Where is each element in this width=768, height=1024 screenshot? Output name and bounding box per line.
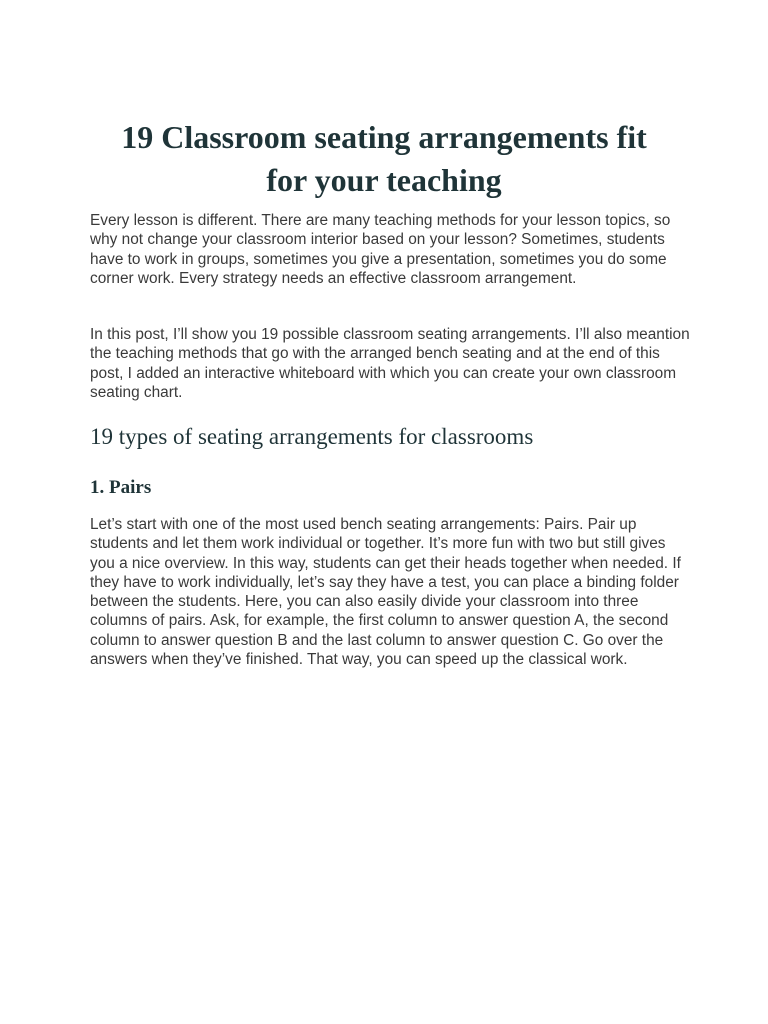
intro-paragraph-1: Every lesson is different. There are many teaching methods for your lesson topics, so why not change your classroom interior based on your lesson? Sometimes, students have to work in groups, sometimes you give a presentation, sometimes you do some corner work. Every strategy needs an effective classroom arrangement. (90, 212, 671, 287)
section-heading: 19 types of seating arrangements for classrooms (90, 424, 534, 449)
page-title-line-1: 19 Classroom seating arrangements fit (121, 119, 647, 155)
page-title-line-2: for your teaching (266, 162, 502, 198)
page-title (40, 116, 728, 202)
intro-paragraph-2: In this post, I’ll show you 19 possible classroom seating arrangements. I’ll also meantion the teaching methods that go with the arranged bench seating and at the end of this post, I added an interactive whiteboard with which you can create your own classroom seating chart. (90, 326, 690, 401)
subsection-heading-pairs: 1. Pairs (90, 477, 152, 498)
pairs-paragraph: Let’s start with one of the most used bench seating arrangements: Pairs. Pair up students and let them work individual or together. It’s more fun with two but still gives you a nice overview. In this way, students can get their heads together when needed. If they have to work individually, let’s say they have a test, you can place a binding folder between the students. Here, you can also easily divide your classroom into three columns of pairs. Ask, for example, the first column to answer question A, the second column to answer question B and the last column to answer question C. Go over the answers when they’ve finished. That way, you can speed up the classical work. (90, 516, 681, 669)
